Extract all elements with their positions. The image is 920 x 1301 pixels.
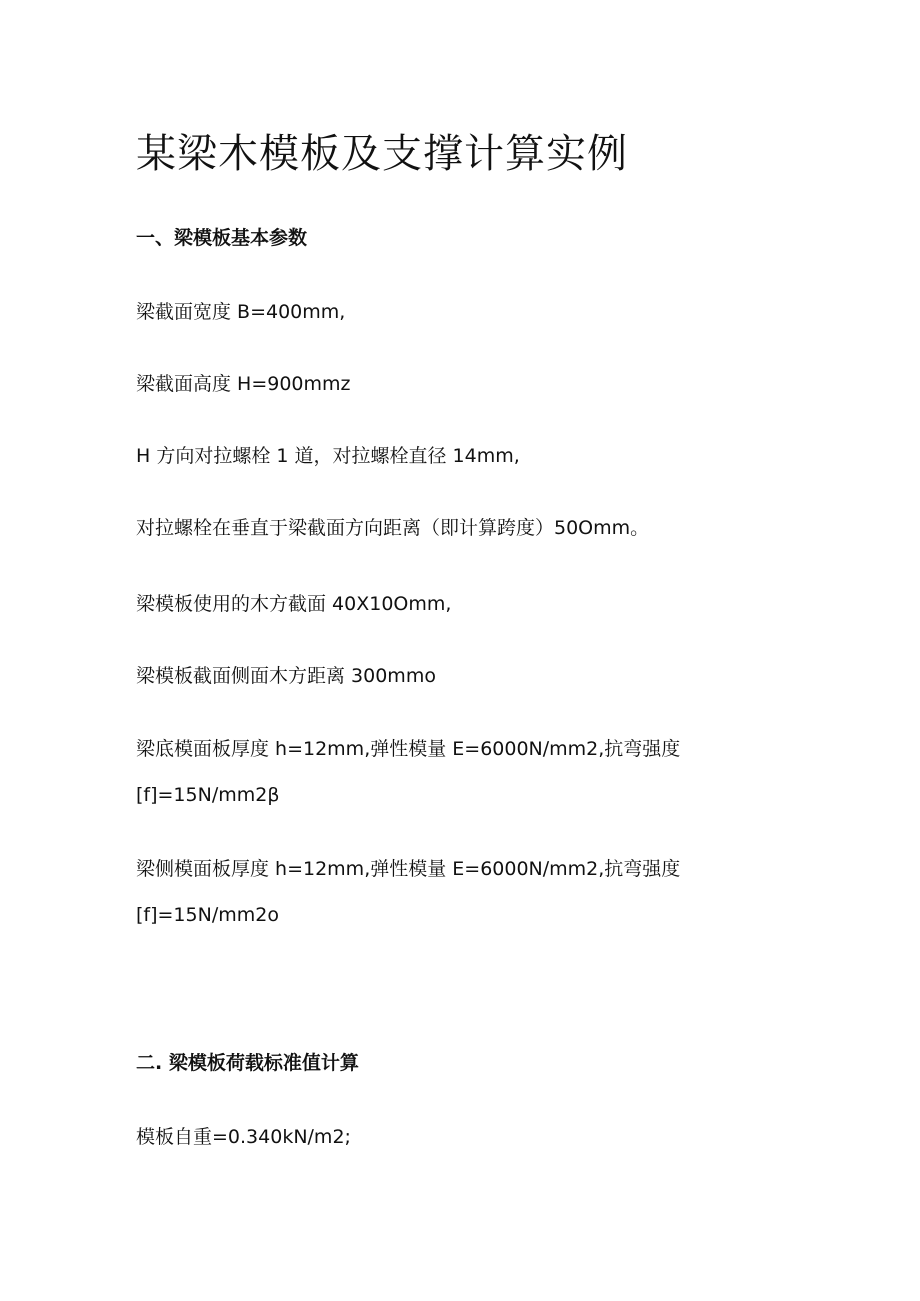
section-heading-load-standard-values: 二. 梁模板荷载标准值计算 [136, 1052, 359, 1074]
tie-bolt-spacing-line: 对拉螺栓在垂直于梁截面方向距离（即计算跨度）50Omm。 [136, 517, 650, 539]
tie-bolt-line: H 方向对拉螺栓 1 道，对拉螺栓直径 14mm, [136, 445, 520, 467]
section-heading-basic-parameters: 一、梁模板基本参数 [136, 227, 308, 249]
side-panel-strength-line: [f]=15N∕mm2o [136, 904, 279, 926]
bottom-panel-line: 梁底模面板厚度 h=12mm,弹性模量 E=6000N∕mm2,抗弯强度 [136, 738, 681, 760]
formwork-self-weight-line: 模板自重=0.340kN∕m2; [136, 1126, 351, 1148]
side-panel-line: 梁侧模面板厚度 h=12mm,弹性模量 E=6000N∕mm2,抗弯强度 [136, 858, 681, 880]
bottom-panel-strength-line: [f]=15N∕mm2β [136, 784, 280, 806]
beam-width-line: 梁截面宽度 B=400mm, [136, 301, 346, 323]
timber-section-line: 梁模板使用的木方截面 40X10Omm, [136, 593, 452, 615]
side-timber-spacing-line: 梁模板截面侧面木方距离 300mmo [136, 665, 436, 687]
document-title: 某梁木模板及支撑计算实例 [136, 131, 628, 177]
beam-height-line: 梁截面高度 H=900mmz [136, 373, 351, 395]
